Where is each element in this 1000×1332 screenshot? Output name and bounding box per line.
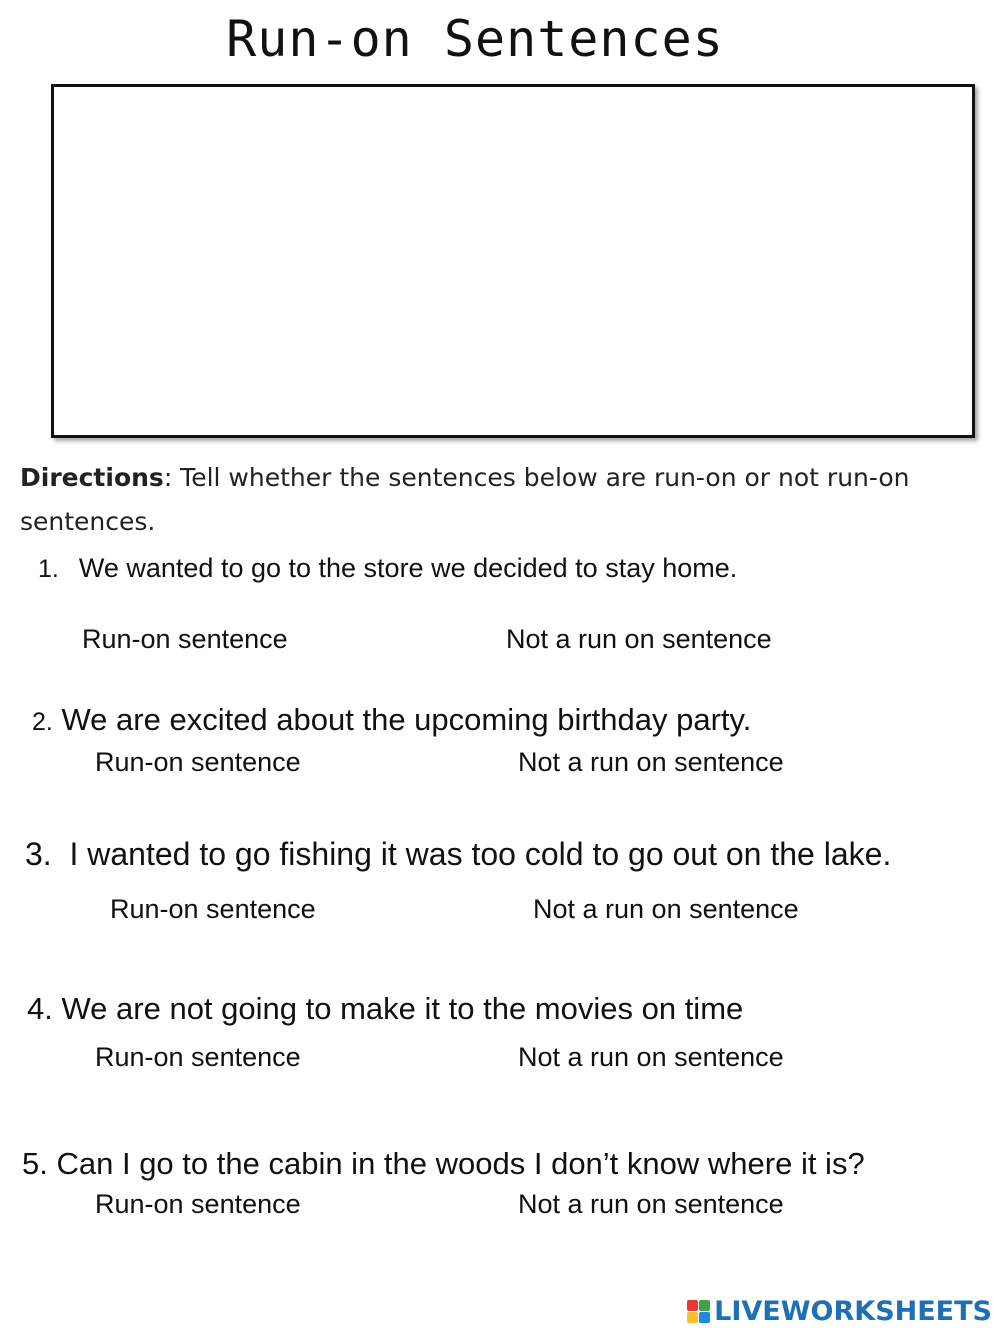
option-not-run-on[interactable]: Not a run on sentence	[533, 894, 799, 924]
question-text: Can I go to the cabin in the woods I don’t know where it is?	[56, 1146, 865, 1181]
image-placeholder-box	[51, 84, 975, 438]
question-number: 3.	[25, 836, 52, 872]
question-text: I wanted to go fishing it was too cold to go out on the lake.	[69, 836, 892, 872]
question-number: 4.	[27, 991, 53, 1026]
page-title: Run-on Sentences	[226, 10, 724, 68]
directions-text: : Tell whether the sentences below are run-on or not run-on sentences.	[20, 463, 910, 536]
question-4	[27, 991, 743, 1027]
option-not-run-on[interactable]: Not a run on sentence	[506, 624, 772, 654]
option-not-run-on[interactable]: Not a run on sentence	[518, 1042, 784, 1072]
option-run-on[interactable]: Run-on sentence	[95, 1042, 301, 1072]
question-number: 1.	[38, 555, 59, 583]
question-5	[22, 1146, 865, 1182]
option-run-on[interactable]: Run-on sentence	[82, 624, 288, 654]
directions-label: Directions	[20, 463, 164, 492]
option-run-on[interactable]: Run-on sentence	[95, 747, 301, 777]
liveworksheets-logo-icon	[687, 1300, 710, 1323]
directions	[20, 456, 980, 544]
question-text: We are excited about the upcoming birthday party.	[61, 702, 752, 737]
question-text: We are not going to make it to the movies on time	[61, 991, 744, 1026]
question-number: 2.	[32, 708, 53, 736]
option-run-on[interactable]: Run-on sentence	[110, 894, 316, 924]
option-run-on[interactable]: Run-on sentence	[95, 1189, 301, 1219]
question-1	[38, 553, 737, 584]
question-text: We wanted to go to the store we decided to stay home.	[78, 553, 738, 583]
question-2	[32, 702, 751, 738]
option-not-run-on[interactable]: Not a run on sentence	[518, 1189, 784, 1219]
question-number: 5.	[22, 1146, 48, 1181]
option-not-run-on[interactable]: Not a run on sentence	[518, 747, 784, 777]
footer-brand	[687, 1296, 992, 1327]
brand-name: LIVEWORKSHEETS	[714, 1296, 992, 1327]
question-3	[25, 836, 891, 873]
